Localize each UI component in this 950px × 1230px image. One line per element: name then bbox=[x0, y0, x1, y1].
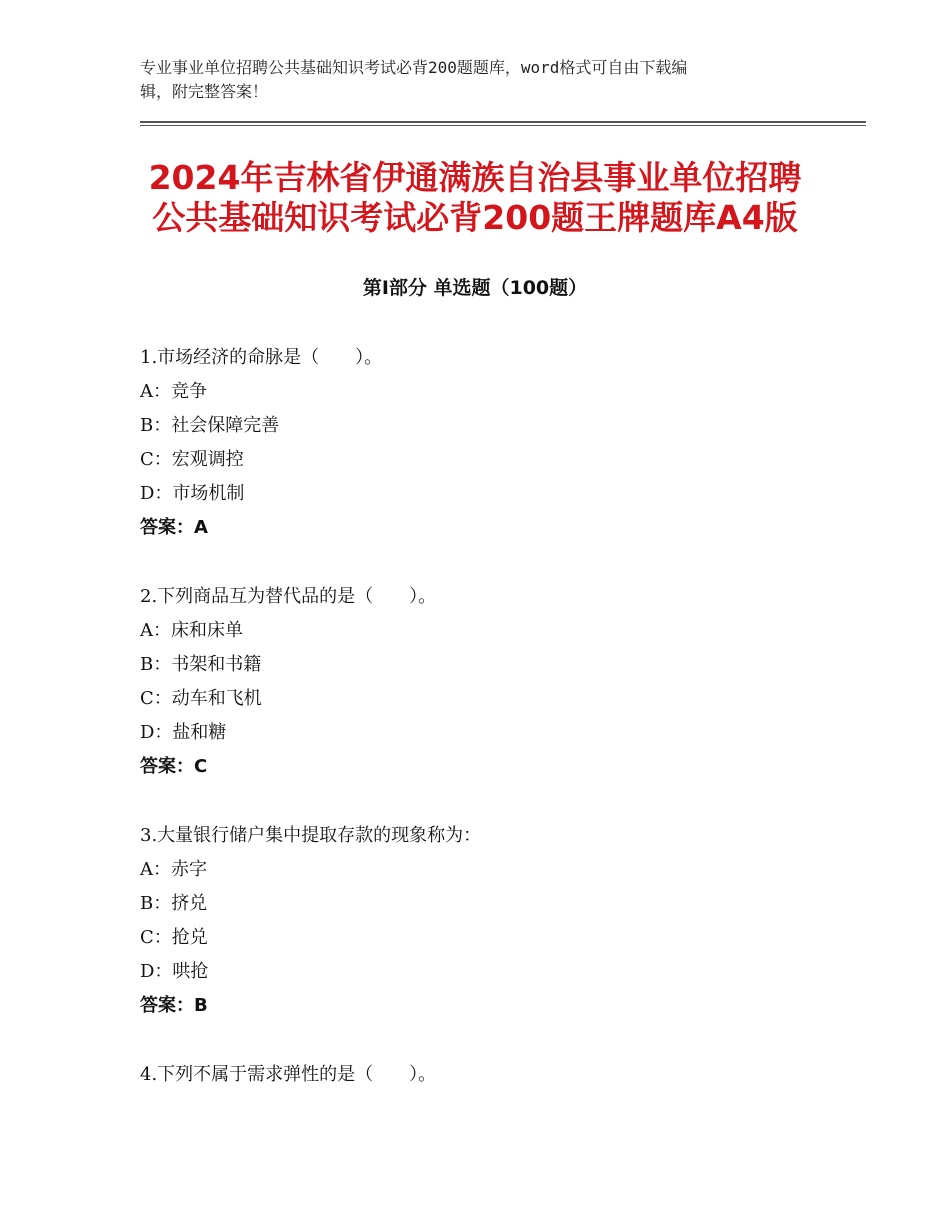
option-c: C：抢兑 bbox=[140, 927, 208, 948]
header-note-line-1: 专业事业单位招聘公共基础知识考试必背200题题库，word格式可自由下载编 bbox=[140, 58, 688, 77]
question-stem: 1.市场经济的命脉是（ ）。 bbox=[140, 347, 383, 368]
document-title bbox=[100, 158, 850, 238]
section-heading: 第Ⅰ部分 单选题（100题） bbox=[362, 277, 588, 299]
question-stem: 3.大量银行储户集中提取存款的现象称为： bbox=[140, 825, 482, 846]
option-b: B：书架和书籍 bbox=[140, 654, 262, 675]
header-note bbox=[140, 56, 820, 104]
answer: 答案：C bbox=[140, 756, 208, 777]
option-b: B：挤兑 bbox=[140, 893, 208, 914]
header-divider-thick bbox=[140, 121, 866, 123]
answer: 答案：A bbox=[140, 517, 208, 538]
header-note-line-2: 辑，附完整答案！ bbox=[140, 82, 269, 101]
question-2 bbox=[140, 580, 860, 784]
question-1 bbox=[140, 341, 860, 545]
answer: 答案：B bbox=[140, 995, 208, 1016]
option-c: C：宏观调控 bbox=[140, 449, 244, 470]
option-d: D：盐和糖 bbox=[140, 722, 227, 743]
header-divider-thin bbox=[140, 125, 866, 126]
option-a: A：床和床单 bbox=[140, 620, 243, 641]
option-c: C：动车和飞机 bbox=[140, 688, 262, 709]
option-b: B：社会保障完善 bbox=[140, 415, 280, 436]
question-3 bbox=[140, 819, 860, 1023]
option-d: D：哄抢 bbox=[140, 961, 209, 982]
option-d: D：市场机制 bbox=[140, 483, 245, 504]
document-title-line-2: 公共基础知识考试必背200题王牌题库A4版 bbox=[152, 198, 798, 237]
question-stem: 2.下列商品互为替代品的是（ ）。 bbox=[140, 586, 437, 607]
document-title-line-1: 2024年吉林省伊通满族自治县事业单位招聘 bbox=[148, 158, 802, 197]
option-a: A：竞争 bbox=[140, 381, 207, 402]
question-4 bbox=[140, 1058, 860, 1092]
question-stem: 4.下列不属于需求弹性的是（ ）。 bbox=[140, 1064, 437, 1085]
option-a: A：赤字 bbox=[140, 859, 207, 880]
